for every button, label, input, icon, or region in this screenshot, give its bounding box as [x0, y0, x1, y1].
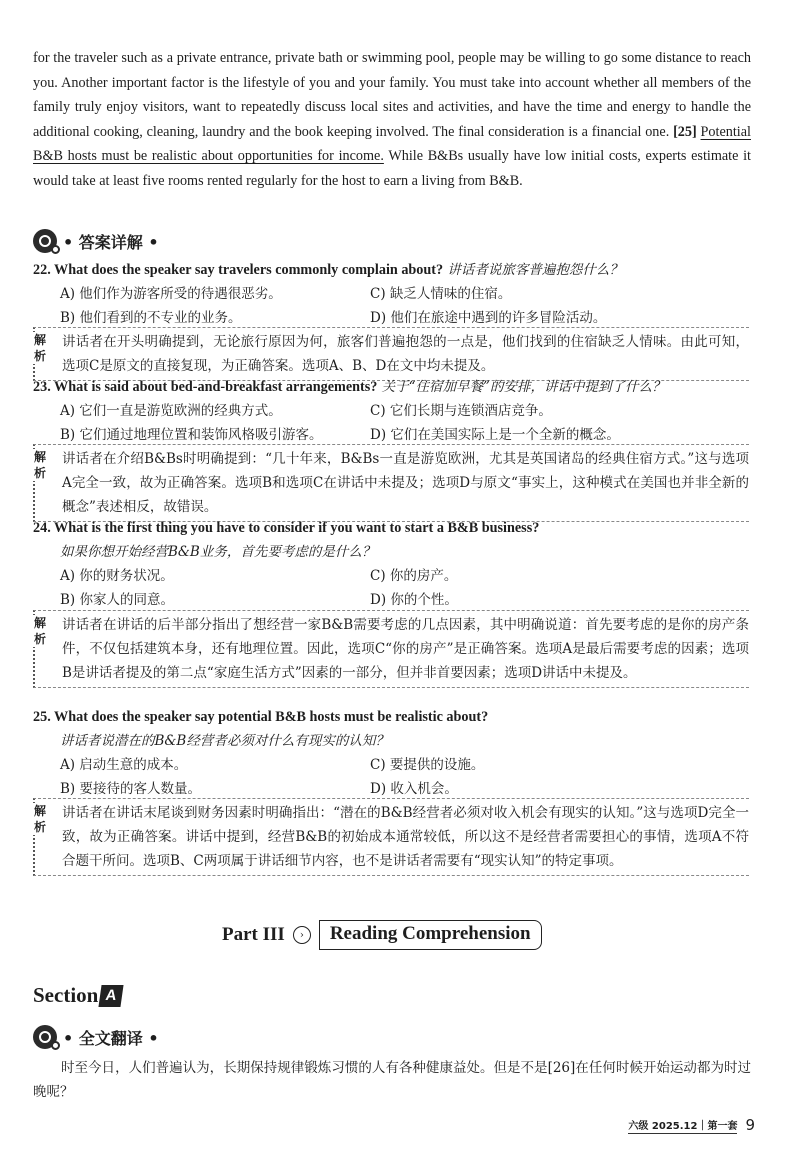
analysis-tag: 解析 [33, 450, 46, 480]
translation-paragraph [33, 1056, 751, 1104]
analysis-text: 讲话者在讲话末尾谈到财务因素时明确指出：“潜在的B&B经营者必须对收入机会有现实的认知。”这与选项D完全一致，故为正确答案。讲话中提到，经营B&B的初始成本通常较低，所以这不是经营者需要担心的事情，选项A不符合题干所问。选项B、C两项属于讲话细节内容，也不是讲话者需要有“现实认知”的特定事项。 [62, 805, 749, 869]
option-c: C) 缺乏人情味的住宿。 [370, 286, 512, 302]
translation-header [33, 1025, 159, 1049]
analysis-text: 讲话者在开头明确提到，无论旅行原因为何，旅客们普遍抱怨的一点是，他们找到的住宿缺乏人情味。由此可知，选项C是原文的直接复现，为正确答案。选项A、B、D在文中均未提及。 [62, 334, 749, 374]
question-22 [33, 258, 753, 330]
option-d: D) 他们在旅途中遇到的许多冒险活动。 [370, 310, 607, 326]
option-c: C) 它们长期与连锁酒店竞争。 [370, 403, 552, 419]
question-23 [33, 375, 753, 447]
highlighted-sentence: Potential B&B hosts must be realistic about opportunities for income. [33, 123, 751, 164]
intro-text: for the traveler such as a private entrance, private bath or swimming pool, people may be willing to go some distance to reach you. Another important factor is the lifestyle of you and your family. You must take into account whether all members of the family truly enjoy visitors, want to repeatedly discuss local sites and activities, and have the time and energy to handle the additional cooking, cleaning, laundry and the book keeping involved. The final consideration is a financial one. [33, 50, 751, 140]
analysis-text: 讲话者在介绍B&Bs时明确提到：“几十年来，B&Bs一直是游览欧洲，尤其是英国诸岛的经典住宿方式。”这与选项A完全一致，故为正确答案。选项B和选项C在讲话中未提及；选项D与原文“事实上，这种模式在美国也并非全新的概念”表述相反，故错误。 [62, 451, 749, 515]
option-c: C) 要提供的设施。 [370, 757, 485, 773]
analysis-tag: 解析 [33, 333, 46, 363]
analysis-text: 讲话者在讲话的后半部分指出了想经营一家B&B需要考虑的几点因素，其中明确说道：首先要考虑的是你的房产条件，不仅包括建筑本身，还有地理位置。因此，选项C“你的房产”是正确答案。选项A是最后需要考虑的因素；选项B是讲话者提及的第二点“家庭生活方式”因素的一部分，但并非首要因素；选项D讲话中未提及。 [62, 617, 749, 681]
intro-paragraph [33, 46, 751, 193]
option-a: A) 你的财务状况。 [60, 568, 174, 584]
question-marker: [25] [673, 123, 697, 140]
analysis-box-22 [33, 327, 749, 381]
part-title: Reading Comprehension [319, 920, 542, 950]
question-text-en: 24. What is the first thing you have to consider if you want to start a B&B business? [33, 520, 540, 536]
option-b: B) 要接待的客人数量。 [60, 781, 201, 797]
options [60, 753, 753, 801]
answers-header-title: • 答案详解 • [63, 232, 159, 252]
option-c: C) 你的房产。 [370, 568, 458, 584]
question-24 [33, 516, 753, 612]
page-number: 9 [745, 1116, 755, 1134]
question-25 [33, 705, 753, 801]
option-b: B) 他们看到的不专业的业务。 [60, 310, 242, 326]
section-word: Section [33, 983, 99, 1007]
translation-header-title: • 全文翻译 • [63, 1028, 159, 1048]
analysis-tag: 解析 [33, 804, 46, 834]
option-d: D) 它们在美国实际上是一个全新的概念。 [370, 427, 620, 443]
issue-label: 六级 2025.12｜第一套 [628, 1117, 737, 1134]
magnifier-badge-icon [33, 1025, 57, 1049]
magnifier-badge-icon [33, 229, 57, 253]
question-text-en: 23. What is said about bed-and-breakfast arrangements? [33, 379, 378, 395]
intro-text-end: While B&Bs usually have low initial costs, experts estimate it would take at least five rooms rented regularly for the host to earn a living from B&B. [33, 148, 751, 189]
option-d: D) 收入机会。 [370, 781, 458, 797]
section-heading [33, 983, 122, 1008]
page-footer [628, 1116, 755, 1134]
question-text-en: 25. What does the speaker say potential B&B hosts must be realistic about? [33, 709, 489, 725]
question-text-cn: 讲话者说旅客普遍抱怨什么？ [447, 262, 623, 278]
section-letter: A [99, 985, 124, 1007]
question-text-cn: 如果你想开始经营B&B业务，首先要考虑的是什么？ [60, 544, 376, 560]
option-a: A) 它们一直是游览欧洲的经典方式。 [60, 403, 282, 419]
question-text-cn: 讲话者说潜在的B&B经营者必须对什么有现实的认知？ [60, 733, 389, 749]
analysis-box-25 [33, 798, 749, 876]
part-label: Part III [222, 924, 285, 945]
option-a: A) 他们作为游客所受的待遇很恶劣。 [60, 286, 282, 302]
options [60, 399, 753, 447]
question-text-cn: 关于“住宿加早餐”的安排，讲话中提到了什么？ [381, 379, 666, 395]
analysis-box-24 [33, 610, 749, 688]
chevron-circle-icon: › [293, 926, 311, 944]
translation-text: 时至今日，人们普遍认为，长期保持规律锻炼习惯的人有各种健康益处。但是不是[26]在任何时候开始运动都为时过晚呢？ [33, 1060, 751, 1100]
question-text-en: 22. What does the speaker say travelers commonly complain about? [33, 262, 444, 278]
answers-header [33, 229, 159, 253]
analysis-box-23 [33, 444, 749, 522]
option-b: B) 它们通过地理位置和装饰风格吸引游客。 [60, 427, 323, 443]
options [60, 564, 753, 612]
option-d: D) 你的个性。 [370, 592, 458, 608]
analysis-tag: 解析 [33, 616, 46, 646]
option-b: B) 你家人的同意。 [60, 592, 174, 608]
part-heading [222, 920, 542, 950]
option-a: A) 启动生意的成本。 [60, 757, 188, 773]
options [60, 282, 753, 330]
